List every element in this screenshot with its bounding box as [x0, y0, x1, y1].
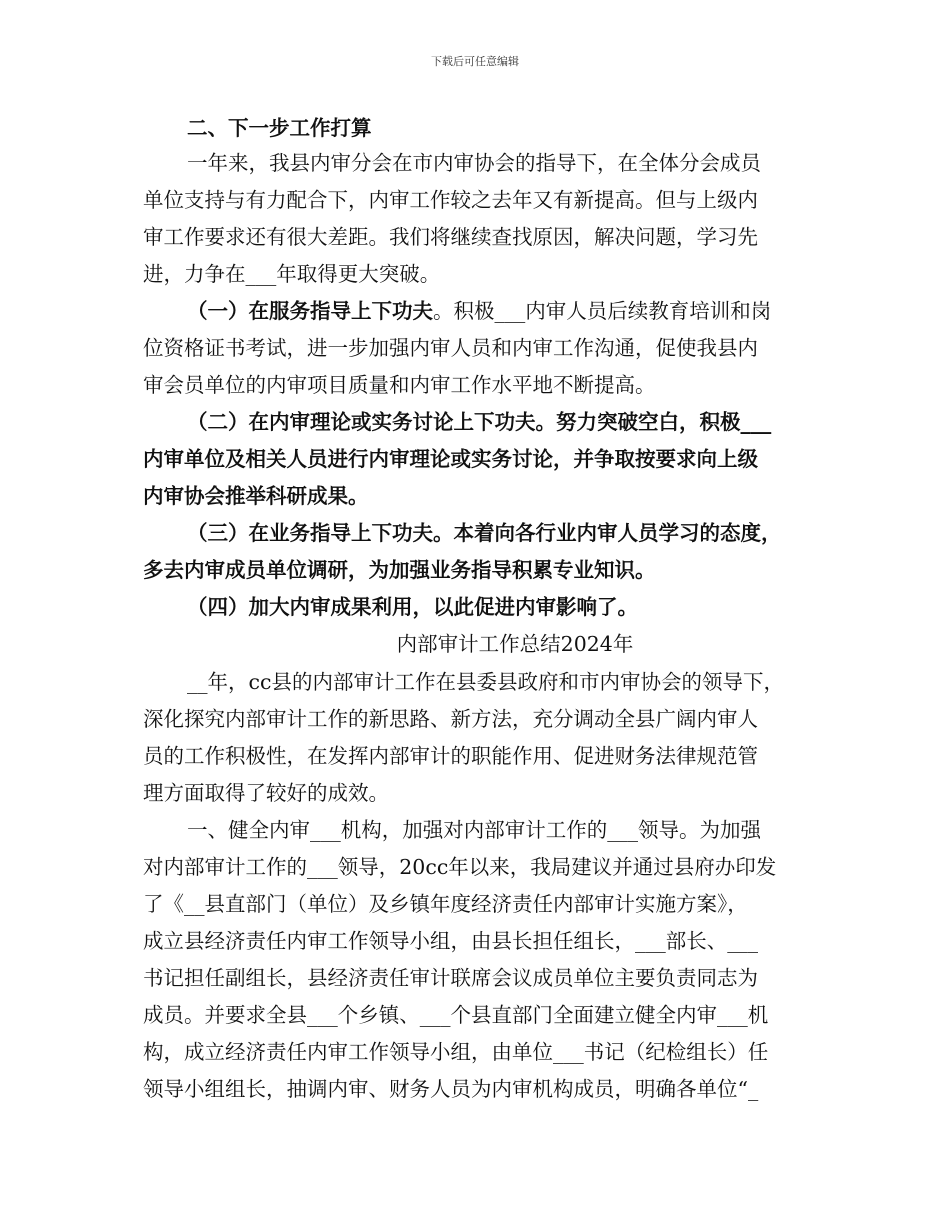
paragraph-line: 一年来，我县内审分会在市内审协会的指导下，在全体分会成员: [187, 151, 761, 175]
item-4-line: （四）加大内审成果利用，以此促进内审影响了。: [187, 595, 638, 619]
item-3-line: （三）在业务指导上下功夫。本着向各行业内审人员学习的态度，: [187, 521, 782, 545]
paragraph-line: 成立县经济责任内审工作领导小组，由县长担任组长，___部长、___: [143, 929, 758, 953]
document-title: 内部审计工作总结2024年: [396, 632, 634, 656]
paragraph-line: __年，cc县的内部审计工作在县委县政府和市内审协会的领导下，: [187, 670, 784, 694]
item-1-first-line: [187, 297, 771, 325]
paragraph-line: 员的工作积极性，在发挥内部审计的职能作用、促进财务法律规范管: [143, 744, 758, 768]
paragraph-line: 构，成立经济责任内审工作领导小组，由单位___书记（纪检组长）任: [143, 1040, 769, 1064]
item-2-line: （二）在内审理论或实务讨论上下功夫。努力突破空白，积极___: [187, 410, 772, 434]
paragraph-line: 一、健全内审___机构，加强对内部审计工作的___领导。为加强: [187, 818, 761, 842]
item-1-heading: （一）在服务指导上下功夫: [187, 299, 433, 323]
paragraph-line: 位资格证书考试，进一步加强内审人员和内审工作沟通，促使我县内: [143, 336, 758, 360]
paragraph-line: 了《__县直部门（单位）及乡镇年度经济责任内部审计实施方案》，: [143, 892, 748, 916]
paragraph-line: 领导小组组长，抽调内审、财务人员为内审机构成员，明确各单位“_: [143, 1077, 759, 1101]
paragraph-line: 理方面取得了较好的成效。: [143, 781, 389, 805]
paragraph-line: 成员。并要求全县___个乡镇、___个县直部门全面建立健全内审___机: [143, 1003, 769, 1027]
paragraph-line: 对内部审计工作的___领导，20cc年以来，我局建议并通过县府办印发: [143, 855, 777, 879]
page-header: 下载后可任意编辑: [431, 55, 519, 68]
paragraph-line: 进，力争在___年取得更大突破。: [143, 262, 441, 286]
section-heading: 二、下一步工作打算: [187, 116, 372, 140]
paragraph-line: 审工作要求还有很大差距。我们将继续查找原因，解决问题，学习先: [143, 225, 758, 249]
paragraph-line: 深化探究内部审计工作的新思路、新方法，充分调动全县广阔内审人: [143, 707, 758, 731]
item-3-line: 多去内审成员单位调研，为加强业务指导积累专业知识。: [143, 558, 656, 582]
paragraph-line: 单位支持与有力配合下，内审工作较之去年又有新提高。但与上级内: [143, 188, 758, 212]
paragraph-line: 审会员单位的内审项目质量和内审工作水平地不断提高。: [143, 373, 656, 397]
item-1-text: 。积极___内审人员后续教育培训和岗: [433, 299, 772, 323]
item-2-line: 内审协会推举科研成果。: [143, 484, 369, 508]
item-2-line: 内审单位及相关人员进行内审理论或实务讨论，并争取按要求向上级: [143, 447, 758, 471]
paragraph-line: 书记担任副组长，县经济责任审计联席会议成员单位主要负责同志为: [143, 966, 758, 990]
